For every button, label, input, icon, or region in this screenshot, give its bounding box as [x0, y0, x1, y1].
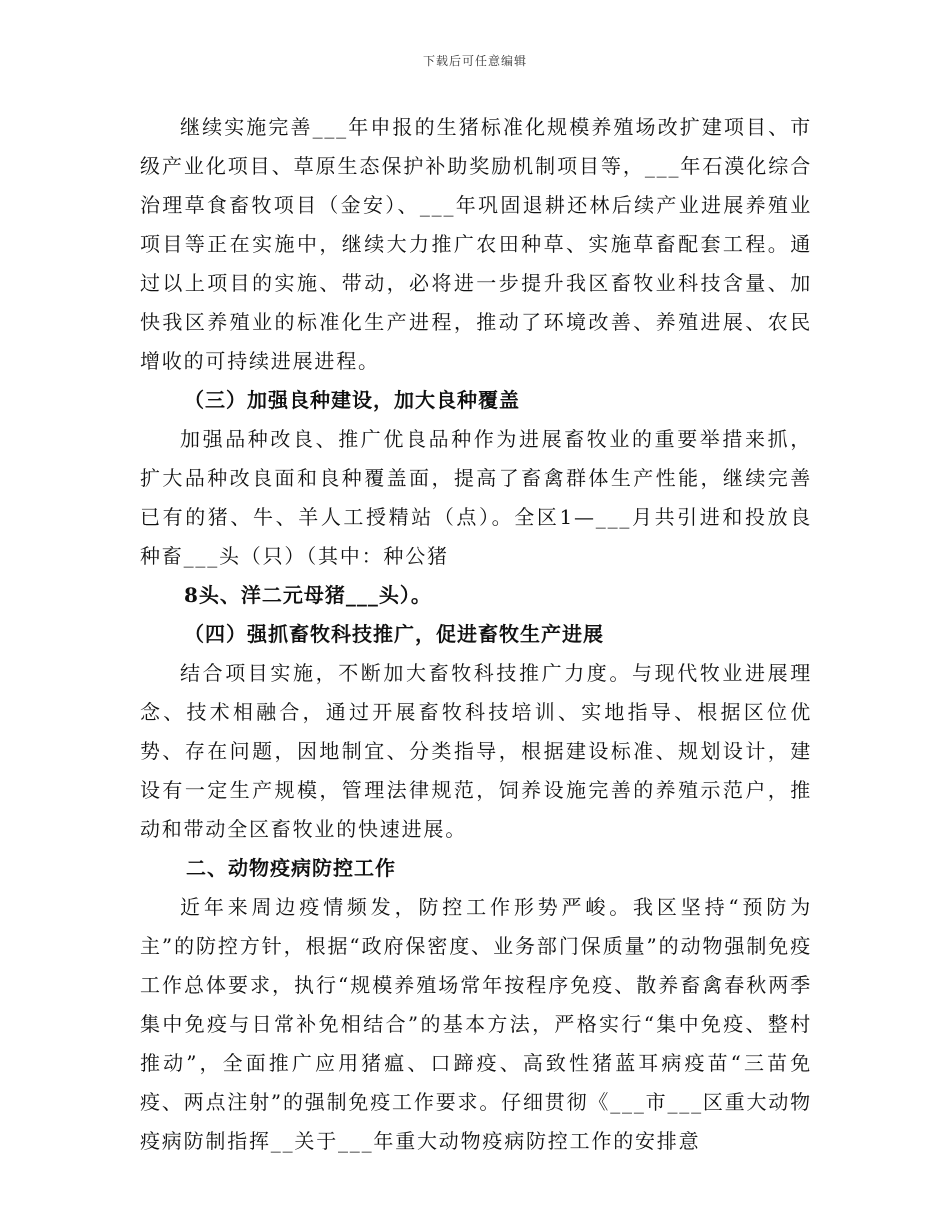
paragraph-projects: 继续实施完善___年申报的生猪标准化规模养殖场改扩建项目、市级产业化项目、草原生态保护补助奖励机制项目等，___年石漠化综合治理草食畜牧项目（金安）、___年巩固退耕还林后续产业进展养殖业项目等正在实施中，继续大力推广农田种草、实施草畜配套工程。通过以上项目的实施、带动，必将进一步提升我区畜牧业科技含量、加快我区养殖业的标准化生产进程，推动了环境改善、养殖进展、农民增收的可持续进展进程。: [140, 115, 812, 373]
paragraph-breeds: 加强品种改良、推广优良品种作为进展畜牧业的重要举措来抓，扩大品种改良面和良种覆盖面，提高了畜禽群体生产性能，继续完善已有的猪、牛、羊人工授精站（点）。全区1—___月共引进和投放良种畜___头（只）（其中：种公猪: [140, 427, 812, 568]
page-header: 下载后可任意编辑: [422, 54, 527, 68]
paragraph-breeds-cont: 8头、洋二元母猪___头）。: [184, 583, 432, 607]
section-heading-2: 二、动物疫病防控工作: [186, 856, 396, 880]
section-heading-3: （三）加强良种建设，加大良种覆盖: [184, 388, 520, 412]
section-heading-4: （四）强抓畜牧科技推广，促进畜牧生产进展: [184, 622, 604, 646]
paragraph-technology: 结合项目实施，不断加大畜牧科技推广力度。与现代牧业进展理念、技术相融合，通过开展畜牧科技培训、实地指导、根据区位优势、存在问题，因地制宜、分类指导，根据建设标准、规划设计，建设有一定生产规模，管理法律规范，饲养设施完善的养殖示范户，推动和带动全区畜牧业的快速进展。: [140, 661, 812, 841]
document-body: [140, 108, 812, 1161]
paragraph-disease-control: 近年来周边疫情频发，防控工作形势严峻。我区坚持“预防为主”的防控方针，根据“政府保密度、业务部门保质量”的动物强制免疫工作总体要求，执行“规模养殖场常年按程序免疫、散养畜禽春秋两季集中免疫与日常补免相结合”的基本方法，严格实行“集中免疫、整村推动”，全面推广应用猪瘟、口蹄疫、高致性猪蓝耳病疫苗“三苗免疫、两点注射”的强制免疫工作要求。仔细贯彻《___市___区重大动物疫病防制指挥__关于___年重大动物疫病防控工作的安排意: [140, 895, 812, 1153]
